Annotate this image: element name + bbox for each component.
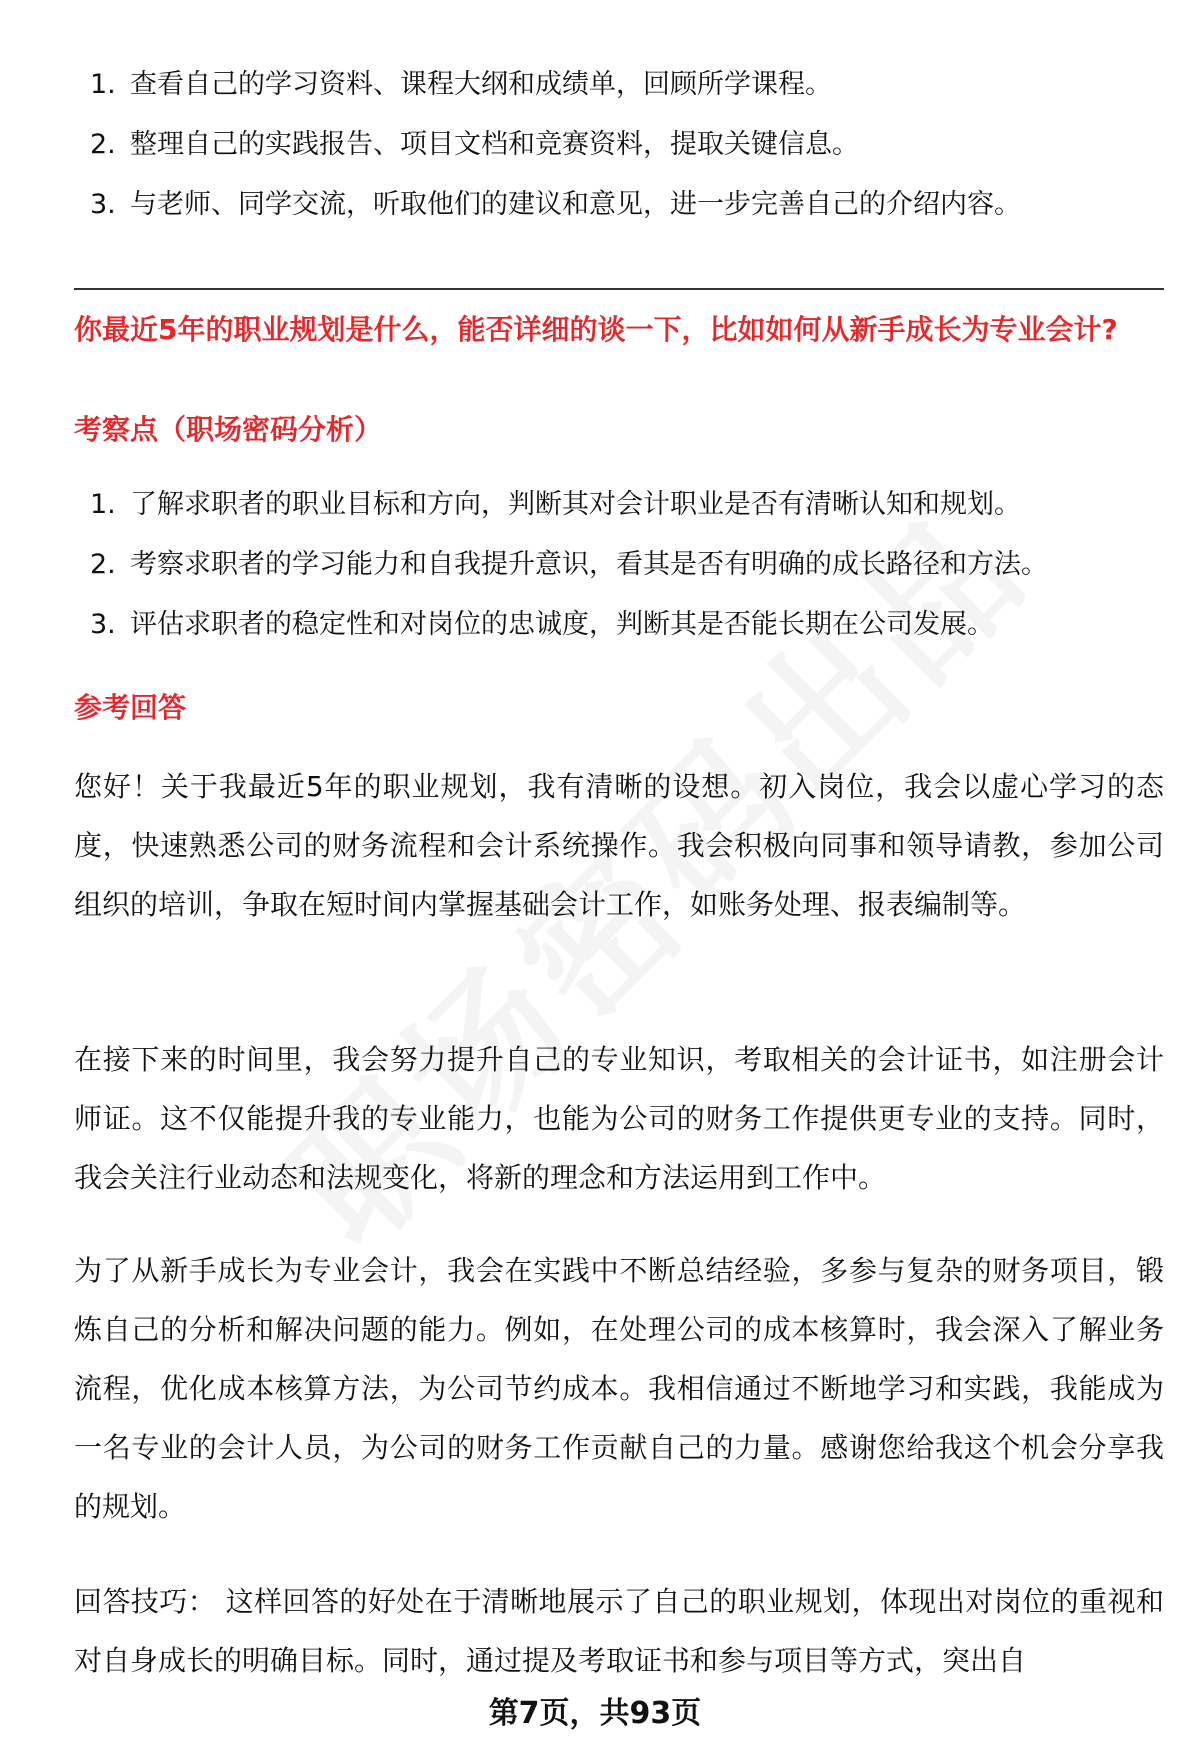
list-number: 1. [90, 69, 116, 100]
answer-tip-paragraph: 回答技巧： 这样回答的好处在于清晰地展示了自己的职业规划，体现出对岗位的重视和对自身成长的明确目标。同时，通过提及考取证书和参与项目等方式，突出自 [74, 1585, 1164, 1677]
list-number: 2. [90, 129, 116, 160]
interview-question: 你最近5年的职业规划是什么，能否详细的谈一下，比如如何从新手成长为专业会计? [74, 313, 1118, 346]
answer-paragraph-3: 为了从新手成长为专业会计，我会在实践中不断总结经验，多参与复杂的财务项目，锻炼自己的分析和解决问题的能力。例如，在处理公司的成本核算时，我会深入了解业务流程，优化成本核算方法，为公司节约成本。我相信通过不断地学习和实践，我能成为一名专业的会计人员，为公司的财务工作贡献自己的力量。感谢您给我这个机会分享我的规划。 [74, 1254, 1164, 1523]
answer-paragraph-2: 在接下来的时间里，我会努力提升自己的专业知识，考取相关的会计证书，如注册会计师证。这不仅能提升我的专业能力，也能为公司的财务工作提供更专业的支持。同时，我会关注行业动态和法规变化，将新的理念和方法运用到工作中。 [74, 1043, 1164, 1194]
list-item [74, 548, 1164, 582]
list-item [74, 608, 1164, 642]
list-number: 3. [90, 609, 116, 640]
list-text: 与老师、同学交流，听取他们的建议和意见，进一步完善自己的介绍内容。 [130, 189, 1021, 220]
list-item [74, 128, 1164, 162]
list-text: 查看自己的学习资料、课程大纲和成绩单，回顾所学课程。 [130, 69, 832, 100]
assessment-list [74, 488, 1164, 668]
list-number: 3. [90, 189, 116, 220]
list-item [74, 68, 1164, 102]
list-item [74, 188, 1164, 222]
page-number: 第7页，共93页 [488, 1696, 702, 1731]
answer-heading: 参考回答 [74, 691, 187, 724]
top-list [74, 68, 1164, 248]
assessment-heading: 考察点（职场密码分析） [74, 413, 383, 446]
list-text: 了解求职者的职业目标和方向，判断其对会计职业是否有清晰认知和规划。 [130, 489, 1021, 520]
section-divider [74, 288, 1164, 290]
list-number: 1. [90, 489, 116, 520]
list-number: 2. [90, 549, 116, 580]
list-text: 考察求职者的学习能力和自我提升意识，看其是否有明确的成长路径和方法。 [130, 549, 1048, 580]
list-text: 评估求职者的稳定性和对岗位的忠诚度，判断其是否能长期在公司发展。 [130, 609, 994, 640]
list-item [74, 488, 1164, 522]
list-text: 整理自己的实践报告、项目文档和竞赛资料，提取关键信息。 [130, 129, 859, 160]
answer-paragraph-1: 您好！关于我最近5年的职业规划，我有清晰的设想。初入岗位，我会以虚心学习的态度，快速熟悉公司的财务流程和会计系统操作。我会积极向同事和领导请教，参加公司组织的培训，争取在短时间内掌握基础会计工作，如账务处理、报表编制等。 [74, 770, 1164, 921]
